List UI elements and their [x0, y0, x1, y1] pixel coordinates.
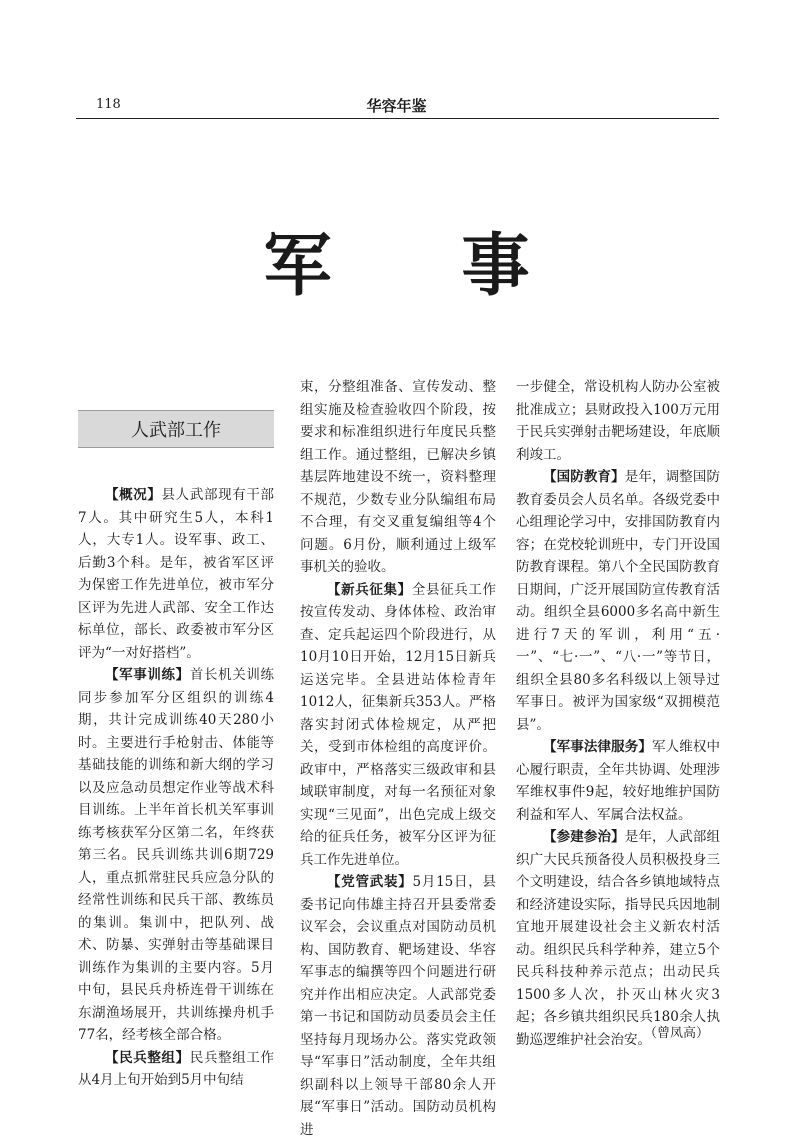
- keyword-militia-reorg: 【民兵整组】: [105, 1049, 190, 1066]
- chapter-title: 军事: [263, 226, 660, 306]
- keyword-party-armed-forces: 【党管武装】: [327, 874, 413, 890]
- section-heading-label: 人武部工作: [131, 420, 221, 441]
- paragraph-military-legal-service: [516, 736, 720, 826]
- keyword-overview: 【概况】: [105, 487, 162, 503]
- column-3: [516, 376, 720, 1051]
- text-military-legal-service: 军人维权中心履行职责，全年共协调、处理涉军维权事件9起，较好地维护国防利益和军人、军属合法权益。: [516, 739, 720, 823]
- paragraph-national-defense-education: [516, 466, 720, 736]
- keyword-military-legal-service: 【军事法律服务】: [543, 739, 652, 755]
- author-credit: （曾凤高）: [644, 1026, 710, 1041]
- column-1: [78, 484, 274, 1092]
- text-participation: 是年，人武部组织广大民兵预备役人员积极投身三个文明建设，结合各乡镇地域特点和经济建设实际，指导民兵因地制宜地开展建设社会主义新农村活动。组织民兵科学种养，建立5个民兵科技种养示范点；出动民兵1500多人次，扑灭山林火灾3起；各乡镇共组织民兵180余人执勤巡逻维护社会治安。: [516, 829, 720, 1048]
- paragraph-overview: [78, 484, 274, 664]
- text-military-training: 首长机关训练同步参加军分区组织的训练4期，共计完成训练40天280小时。主要进行手枪射击、体能等基础技能的训练和新大纲的学习以及应急动员想定作业等战术科目训练。上半年首长机关军事训练考核获军分区第二名，年终获第三名。民兵训练共训6期729人，重点抓常驻民兵应急分队的经常性训练和民兵干部、教练员的集训。集训中，把队列、战术、防暴、实弹射击等基础课目训练作为集训的主要内容。5月中旬，县民兵舟桥连骨干训练在东湖渔场展开，共训练操舟机手77名，经考核全部合格。: [78, 667, 275, 1043]
- text-recruitment: 全县征兵工作按宣传发动、身体体检、政治审查、定兵起运四个阶段进行，从10月10日开始，12月15日新兵运送完毕。全县进站体检青年1012人，征集新兵353人。严格落实封闭式体检规定，从严把关，受到市体检组的高度评价。政审中，严格落实三级政审和县域联审制度，对每一名预征对象实现“三见面”，出色完成上级交给的征兵任务，被军分区评为征兵工作先进单位。: [300, 581, 497, 868]
- text-overview: 县人武部现有干部7人。其中研究生5人，本科1人，大专1人。设军事、政工、后勤3个科。是年，被省军区评为保密工作先进单位，被市军分区评为先进人武部、安全工作达标单位，部长、政委被市军分区评为“一对好搭档”。: [78, 487, 275, 661]
- header-rule: [76, 118, 719, 119]
- keyword-national-defense-education: 【国防教育】: [543, 469, 625, 485]
- paragraph-military-training: [78, 664, 274, 1047]
- paragraph-militia-reorg-continued: [300, 376, 496, 579]
- text-party-armed-forces-part2: 一步健全，常设机构人防办公室被批准成立；县财政投入100万元用于民兵实弹射击靶场建设，年底顺利竣工。: [516, 379, 720, 463]
- text-national-defense-education: 是年，调整国防教育委员会人员名单。各级党委中心组理论学习中，安排国防教育内容；在党校轮训班中，专门开设国防教育课程。第八个全民国防教育日期间，广泛开展国防宣传教育活动。组织全县6000多名高中新生进行7天的军训，利用“五·一”、“七·一”、“八·一”等节日，组织全县80多名科级以上领导过军事日。被评为国家级“双拥模范县”。: [516, 469, 720, 733]
- paragraph-party-armed-forces: [300, 871, 496, 1141]
- text-militia-reorg-part1: 民兵整组工作从4月上旬开始到5月中旬结: [78, 1049, 275, 1088]
- paragraph-participation: [516, 826, 720, 1051]
- running-title: 华容年鉴: [366, 97, 427, 115]
- column-2: [300, 376, 496, 1141]
- keyword-participation: 【参建参治】: [543, 829, 625, 845]
- text-militia-reorg-part2: 束，分整组准备、宣传发动、整组实施及检查验收四个阶段，按要求和标准组织进行年度民兵整组工作。通过整组，已解决乡镇基层阵地建设不统一，资料整理不规范，少数专业分队编组布局不合理，有交叉重复编组等4个问题。6月份，顺利通过上级军事机关的验收。: [300, 379, 496, 575]
- keyword-recruitment: 【新兵征集】: [327, 581, 412, 598]
- text-party-armed-forces-part1: 5月15日，县委书记向伟雄主持召开县委常委议军会，会议重点对国防动员机构、国防教育、靶场建设、华容军事志的编撰等四个问题进行研究并作出相应决定。人武部党委第一书记和国防动员委员会主任坚持每月现场办公。落实党政领导“军事日”活动制度，全年共组织副科以上领导干部80余人开展“军事日”活动。国防动员机构进: [300, 874, 496, 1138]
- section-heading: [78, 410, 274, 448]
- paragraph-recruitment: [300, 579, 496, 872]
- paragraph-militia-reorg: [78, 1047, 274, 1092]
- paragraph-party-armed-forces-continued: [516, 376, 720, 466]
- keyword-military-training: 【军事训练】: [105, 667, 190, 683]
- page-number: 118: [96, 97, 121, 112]
